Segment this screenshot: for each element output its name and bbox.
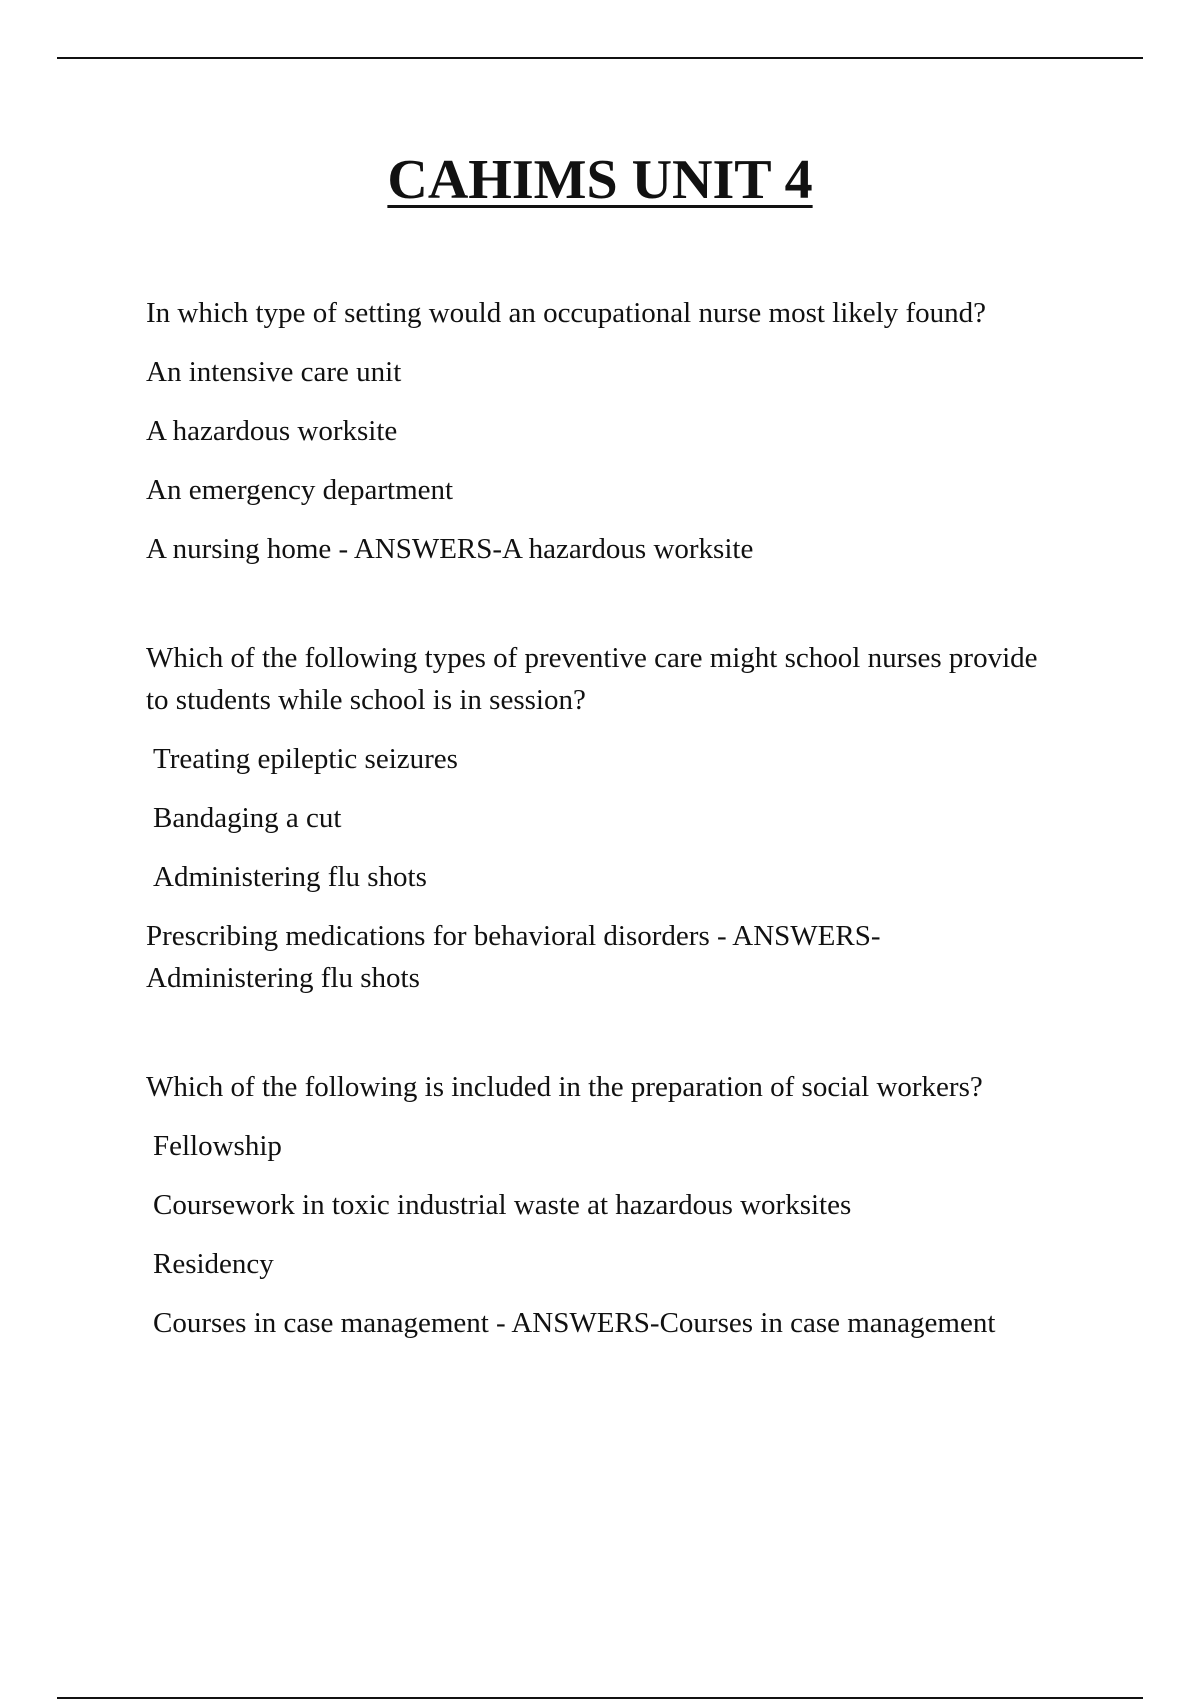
option-line: An intensive care unit (146, 356, 402, 388)
top-rule (57, 57, 1143, 59)
question-block-1 (146, 292, 1046, 570)
option-line: An emergency department (146, 474, 454, 506)
option-line: Administering flu shots (153, 861, 427, 893)
option-answer-line: Courses in case management - ANSWERS-Courses in case management (153, 1307, 996, 1339)
question-text: Which of the following is included in the preparation of social workers? (146, 1071, 983, 1103)
option-answer-line: Prescribing medications for behavioral disorders - ANSWERS-Administering flu shots (146, 920, 881, 994)
question-text: Which of the following types of preventive care might school nurses provide to students while school is in session? (146, 642, 1038, 716)
option-line: Bandaging a cut (153, 802, 342, 834)
option-line: Coursework in toxic industrial waste at hazardous worksites (153, 1189, 852, 1221)
question-block-2 (146, 637, 1046, 999)
option-line: A hazardous worksite (146, 415, 398, 447)
option-answer-line: A nursing home - ANSWERS-A hazardous worksite (146, 533, 754, 565)
document-body (146, 292, 1046, 1411)
question-block-3 (146, 1066, 1046, 1344)
bottom-rule (57, 1697, 1143, 1699)
page-title-text: CAHIMS UNIT 4 (387, 149, 813, 211)
page-title (0, 148, 1200, 212)
question-text: In which type of setting would an occupational nurse most likely found? (146, 297, 987, 329)
option-line: Fellowship (153, 1130, 282, 1162)
option-line: Treating epileptic seizures (153, 743, 458, 775)
option-line: Residency (153, 1248, 274, 1280)
